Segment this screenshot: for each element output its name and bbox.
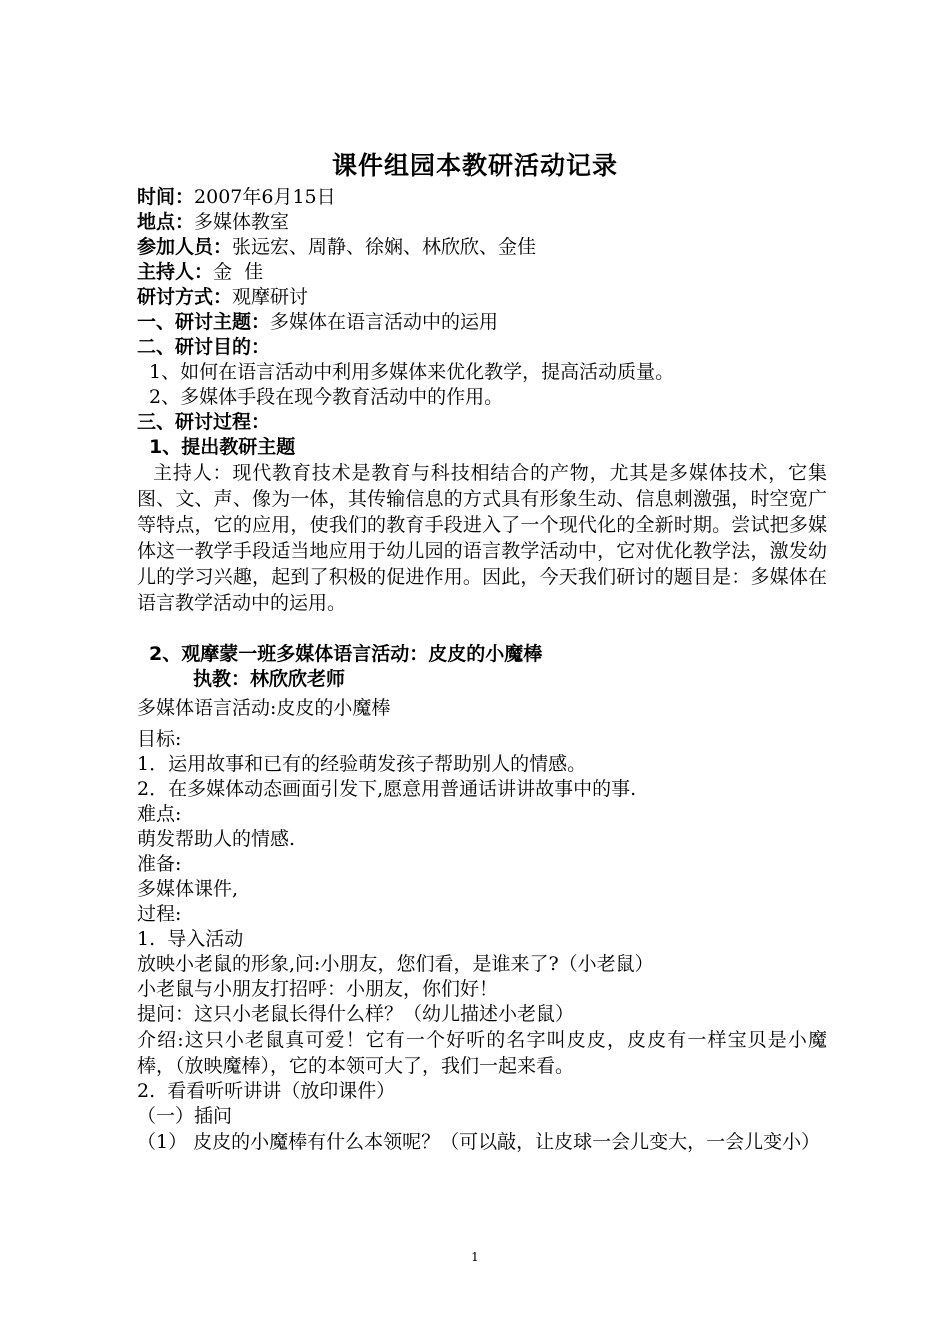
page-number: 1 [471,1250,479,1264]
process-paragraph: （1） 皮皮的小魔棒有什么本领呢？（可以敲，让皮球一会儿变大，一会儿变小） [137,1131,821,1153]
meta-time [137,185,827,210]
prep-label: 准备: [137,853,182,875]
lesson-name: 多媒体语言活动:皮皮的小魔棒 [137,697,391,719]
teacher-line: 执教：林欣欣老师 [193,668,346,690]
step2-heading: 2、观摩蒙一班多媒体语言活动：皮皮的小魔棒 [149,643,543,665]
spacer [137,616,827,642]
process-line: （一）插问 [137,1105,233,1127]
process-step-2: 2. 看看听听讲讲（放印课件） [137,1080,396,1102]
time-label: 时间： [137,186,195,208]
host-value: 金 佳 [213,261,264,283]
method-label: 研讨方式： [137,286,233,308]
goal-item: 2．在多媒体动态画面引发下,愿意用普通话讲讲故事中的事. [137,778,637,800]
place-value: 多媒体教室 [194,211,290,233]
topic-label: 一、研讨主题： [137,311,271,333]
purpose-item: 1、如何在语言活动中利用多媒体来优化教学，提高活动质量。 [149,361,675,383]
section-purpose-heading: 二、研讨目的： [137,336,271,358]
section-topic [137,310,827,335]
page-title: 课件组园本教研活动记录 [331,151,618,180]
step1-paragraph: 主持人：现代教育技术是教育与科技相结合的产物，尤其是多媒体技术，它集图、文、声、像为一体，其传输信息的方式具有形象生动、信息刺激强，时空宽广等特点，它的应用，使我们的教育手段进入了一个现代化的全新时期。尝试把多媒体这一教学手段适当地应用于幼儿园的语言教学活动中，它对优化教学法，激发幼儿的学习兴趣，起到了积极的促进作用。因此，今天我们研讨的题目是：多媒体在语言教学活动中的运用。 [137,462,827,614]
process-label: 过程: [137,903,182,925]
meta-host [137,260,827,285]
participants-value: 张远宏、周静、徐娴、林欣欣、金佳 [232,236,537,258]
time-value: 2007年6月15日 [194,186,336,208]
meta-place [137,210,827,235]
difficulty-text: 萌发帮助人的情感. [137,828,296,850]
process-paragraph: 介绍:这只小老鼠真可爱！它有一个好听的名字叫皮皮，皮皮有一样宝贝是小魔棒，（放映魔棒），它的本领可大了，我们一起来看。 [137,1029,827,1077]
meta-method [137,285,827,310]
process-line: 小老鼠与小朋友打招呼：小朋友，你们好！ [137,978,499,1000]
process-line: 提问：这只小老鼠长得什么样？（幼儿描述小老鼠） [137,1003,575,1025]
topic-value: 多媒体在语言活动中的运用 [270,311,499,333]
prep-text: 多媒体课件, [137,878,239,900]
participants-label: 参加人员： [137,236,233,258]
purpose-item: 2、多媒体手段在现今教育活动中的作用。 [149,386,504,408]
method-value: 观摩研讨 [232,286,309,308]
difficulty-label: 难点: [137,803,182,825]
goal-label: 目标: [137,728,182,750]
place-label: 地点： [137,211,195,233]
host-label: 主持人： [137,261,214,283]
process-line: 放映小老鼠的形象,问:小朋友，您们看，是谁来了?（小老鼠） [137,953,654,975]
document-body [137,185,827,1155]
goal-item: 1．运用故事和已有的经验萌发孩子帮助别人的情感。 [137,753,587,775]
process-step-1: 1. 导入活动 [137,928,244,950]
section-process-heading: 三、研讨过程： [137,411,271,433]
meta-participants [137,235,827,260]
step1-heading: 1、提出教研主题 [149,436,296,458]
